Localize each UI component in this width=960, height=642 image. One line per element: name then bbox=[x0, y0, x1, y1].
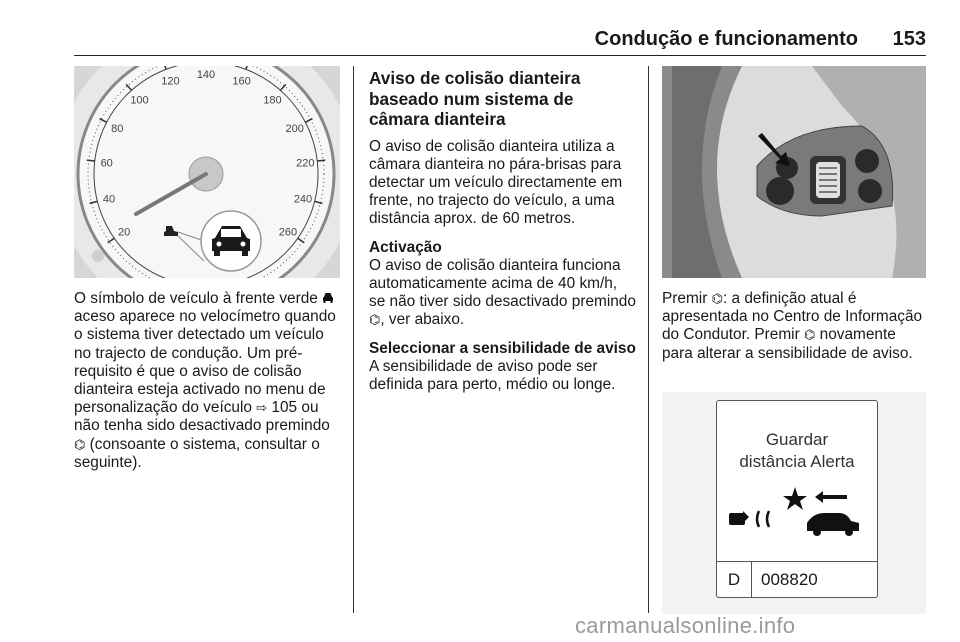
display-footer-letter: D bbox=[717, 562, 752, 598]
display-footer bbox=[717, 561, 877, 598]
header-rule bbox=[74, 55, 926, 56]
column-divider-1 bbox=[353, 66, 354, 613]
display-title-line-2: distância Alerta bbox=[739, 452, 855, 471]
speed-tick-mark bbox=[87, 160, 95, 161]
press-instruction-paragraph: Premir ⌬: a definição atual é apresentada no Centro de Informação do Condutor. Premir ⌬ novamente para alterar a sensibilidade de aviso. bbox=[662, 290, 923, 362]
steering-wheel-figure bbox=[662, 66, 926, 278]
speed-tick-label: 140 bbox=[196, 69, 216, 81]
activation-section: Activação O aviso de colisão dianteira funciona automaticamente acima de 40 km/h, se não tiver sido desactivado premindo ⌬, ver abaixo. bbox=[369, 238, 636, 329]
speed-tick-label: 160 bbox=[232, 75, 251, 88]
column-divider-2 bbox=[648, 66, 649, 613]
speed-tick-label: 260 bbox=[278, 226, 298, 239]
column-1 bbox=[74, 290, 344, 482]
display-panel bbox=[716, 400, 878, 598]
speed-tick-mark bbox=[317, 160, 325, 161]
section-heading: Aviso de colisão dianteira baseado num sistema de câmara dianteira bbox=[369, 68, 581, 129]
display-figure bbox=[662, 392, 926, 614]
sensitivity-section: Seleccionar a sensibilidade de aviso A sensibilidade de aviso pode ser definida para perto, médio ou longe. bbox=[369, 339, 636, 393]
speed-tick-label: 40 bbox=[102, 193, 116, 206]
collision-alert-button-icon: ⌬ bbox=[711, 291, 723, 306]
watermark-text: carmanualsonline.info bbox=[575, 613, 796, 638]
forward-collision-alert-icon bbox=[723, 481, 871, 541]
speed-tick-label: 240 bbox=[293, 193, 313, 206]
collision-alert-button-icon: ⌬ bbox=[369, 312, 381, 328]
sensitivity-heading: Seleccionar a sensibilidade de aviso bbox=[369, 339, 636, 357]
activation-heading: Activação bbox=[369, 238, 442, 256]
speed-tick-label: 80 bbox=[111, 122, 124, 135]
speed-tick-label: 220 bbox=[296, 157, 315, 170]
car-front-icon bbox=[322, 290, 334, 308]
arrow-reference-icon[interactable]: ⇨ bbox=[256, 400, 268, 416]
chapter-title: Condução e funcionamento bbox=[594, 28, 858, 50]
speed-tick-label: 180 bbox=[263, 94, 282, 107]
display-title-line-1: Guardar bbox=[765, 430, 829, 449]
speed-tick-label: 20 bbox=[117, 226, 131, 239]
speed-tick-label: 120 bbox=[161, 75, 180, 88]
speed-tick-label: 100 bbox=[130, 94, 149, 107]
display-footer-code: 008820 bbox=[761, 570, 818, 589]
speed-tick-label: 200 bbox=[285, 122, 304, 135]
speedometer-figure bbox=[74, 66, 340, 278]
page-number: 153 bbox=[892, 28, 926, 50]
page-header bbox=[74, 24, 926, 54]
column-3 bbox=[662, 290, 926, 373]
description-paragraph: O aviso de colisão dianteira utiliza a câmara dianteira no pára-brisas para detectar um veículo directamente em frente, no trajecto do veículo, a uma distância aprox. de 60 metros. bbox=[369, 137, 623, 228]
speed-tick-label: 60 bbox=[100, 157, 113, 170]
collision-alert-button-icon: ⌬ bbox=[804, 327, 816, 343]
column-2 bbox=[369, 68, 637, 404]
collision-alert-button-icon: ⌬ bbox=[74, 436, 86, 452]
intro-paragraph: O símbolo de veículo à frente verde aceso aparece no velocímetro quando o sistema tiver detectado um veículo no trajecto de condução. Um pré-requisito é que o aviso de colisão dianteira esteja activado no menu de personalização do veículo ⇨ 105 ou não tenha sido desactivado premindo ⌬ (consoante o sistema, consultar o seguinte). bbox=[74, 290, 336, 471]
